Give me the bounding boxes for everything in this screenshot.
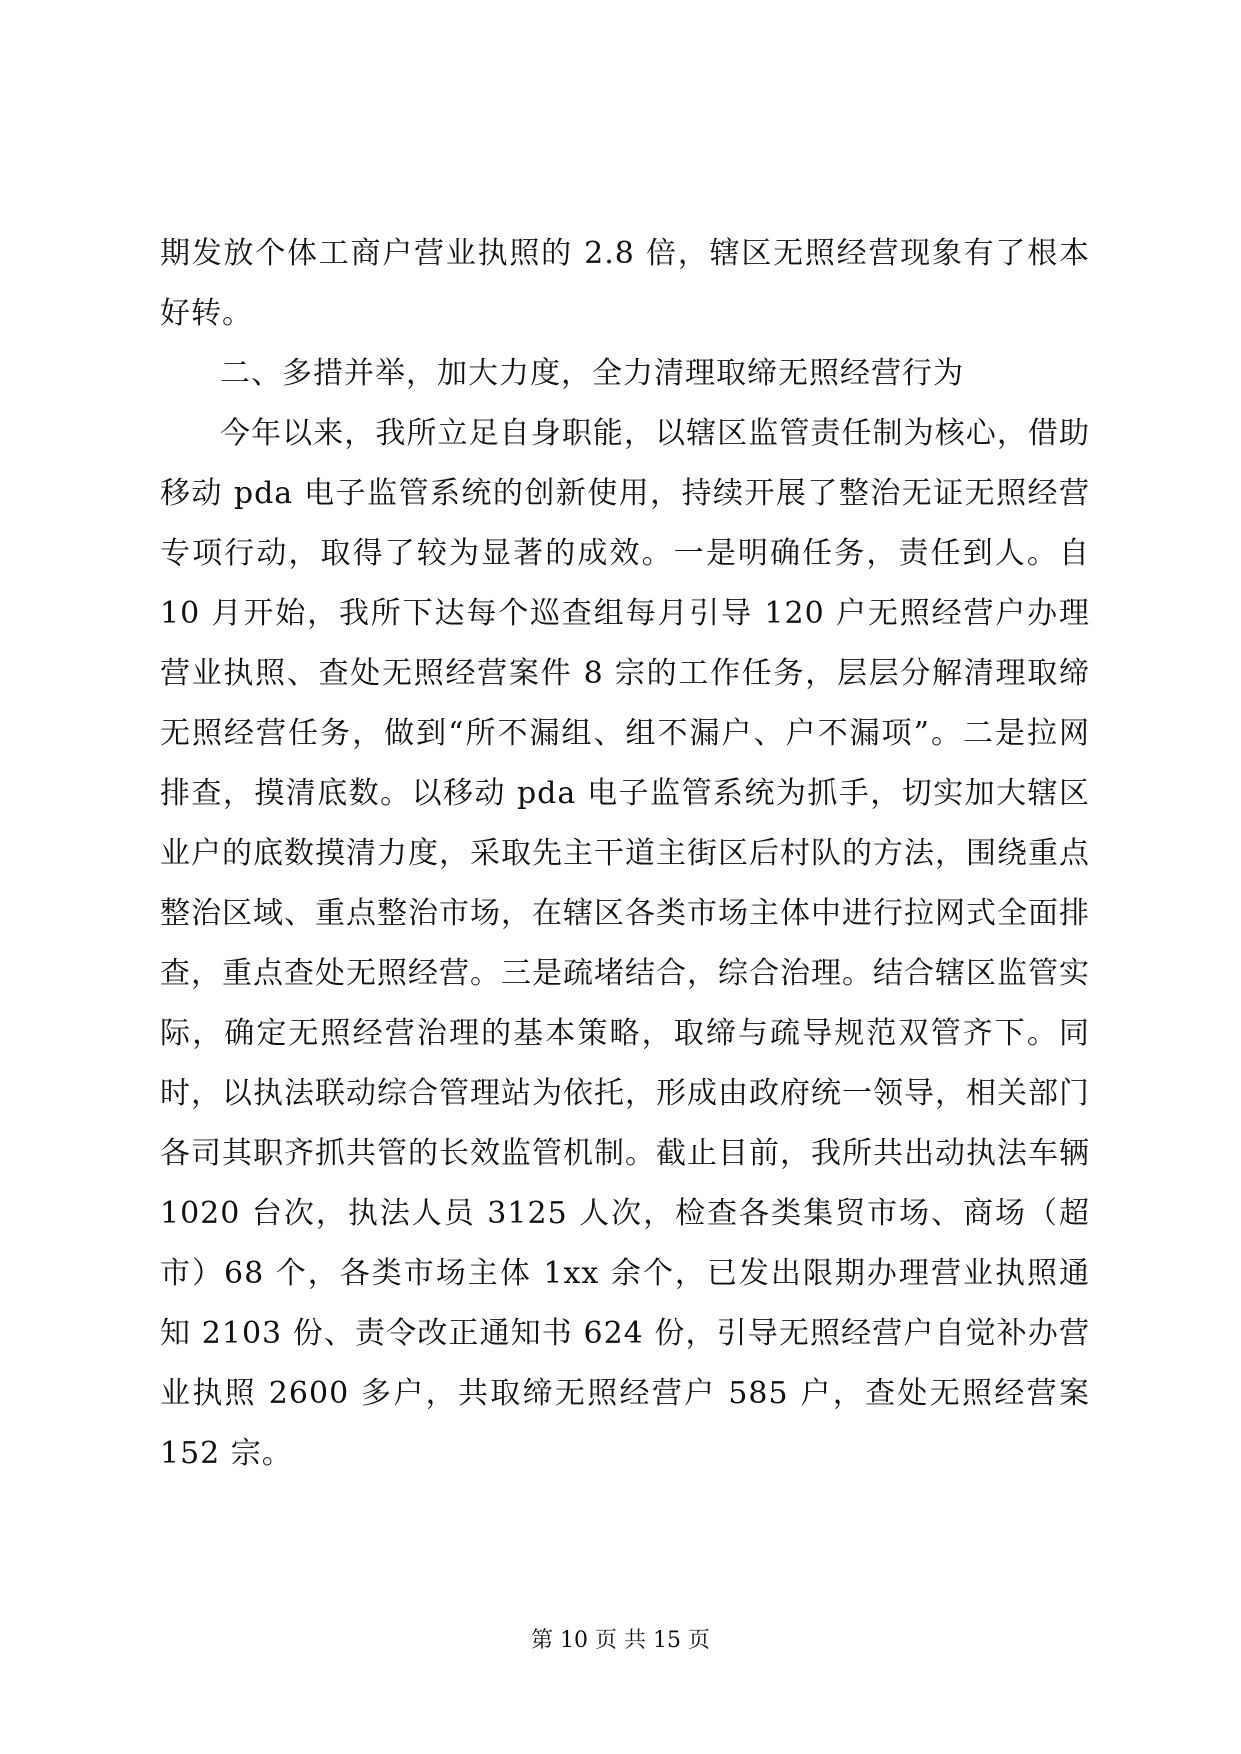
page-number-footer: 第 10 页 共 15 页 — [531, 1628, 710, 1653]
paragraph-continuation: 期发放个体工商户营业执照的 2.8 倍，辖区无照经营现象有了根本好转。 — [160, 236, 1090, 331]
document-body — [160, 224, 1090, 1484]
section-heading: 二、多措并举，加大力度，全力清理取缔无照经营行为 — [220, 356, 964, 391]
paragraph-body: 今年以来，我所立足自身职能，以辖区监管责任制为核心，借助移动 pda 电子监管系统的创新使用，持续开展了整治无证无照经营专项行动，取得了较为显著的成效。一是明确任务，责任到人。自 10 月开始，我所下达每个巡查组每月引导 120 户无照经营户办理营业执照、查处无照经营案件 8 宗的工作任务，层层分解清理取缔无照经营任务，做到“所不漏组、组不漏户、户不漏项”。二是拉网排查，摸清底数。以移动 pda 电子监管系统为抓手，切实加大辖区业户的底数摸清力度，采取先主干道主街区后村队的方法，围绕重点整治区域、重点整治市场，在辖区各类市场主体中进行拉网式全面排查，重点查处无照经营。三是疏堵结合，综合治理。结合辖区监管实际，确定无照经营治理的基本策略，取缔与疏导规范双管齐下。同时，以执法联动综合管理站为依托，形成由政府统一领导，相关部门各司其职齐抓共管的长效监管机制。截止目前，我所共出动执法车辆 1020 台次，执法人员 3125 人次，检查各类集贸市场、商场（超市）68 个，各类市场主体 1xx 余个，已发出限期办理营业执照通知 2103 份、责令改正通知书 624 份，引导无照经营户自觉补办营业执照 2600 多户，共取缔无照经营户 585 户，查处无照经营案 152 宗。 — [160, 416, 1090, 1471]
